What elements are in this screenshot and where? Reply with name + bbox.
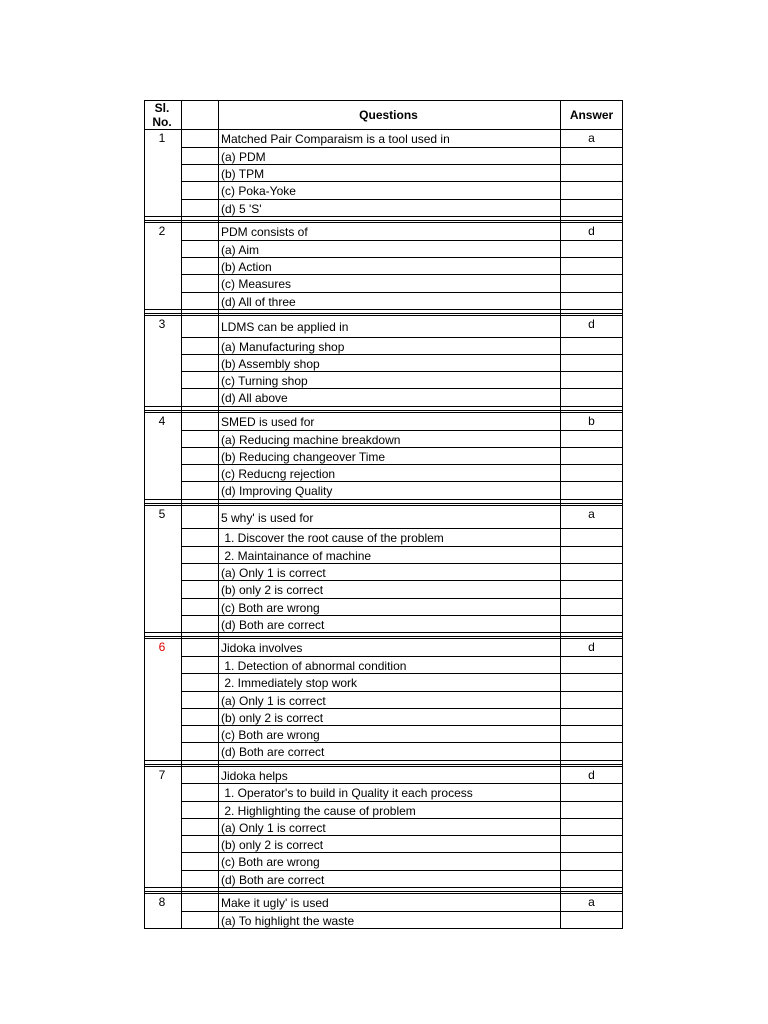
option-text: (a) Only 1 is correct [221,694,326,708]
answer-value: d [588,317,595,331]
row-border [181,783,623,784]
row-border [181,481,623,482]
row-border [181,911,623,912]
row-border [181,147,623,148]
option-text: (d) Both are correct [221,873,325,887]
row-border [181,673,623,674]
answer-value: d [588,224,595,238]
question-number: 2 [158,224,166,238]
question-text: Jidoka helps [221,769,288,783]
option-text: 1. Detection of abnormal condition [221,659,407,673]
option-text: (c) Reducng rejection [221,467,336,481]
option-text: (a) To highlight the waste [221,914,355,928]
row-border [144,891,623,892]
option-text: (c) Both are wrong [221,601,320,615]
row-border [144,412,623,413]
row-border [144,222,623,223]
option-text: (b) Assembly shop [221,357,320,371]
row-border [144,410,623,411]
question-number: 5 [158,507,166,521]
row-border [181,742,623,743]
option-text: (d) All above [221,391,288,405]
option-text: (b) TPM [221,167,265,181]
row-border [181,801,623,802]
question-text: Jidoka involves [221,641,303,655]
row-border [181,691,623,692]
row-border [181,708,623,709]
row-border [181,580,623,581]
option-text: (d) Both are correct [221,618,325,632]
answer-value: a [588,895,595,909]
row-border [144,760,623,761]
option-text: (a) Manufacturing shop [221,340,345,354]
option-text: (a) PDM [221,150,266,164]
row-border [181,371,623,372]
row-border [144,315,623,316]
row-border [181,257,623,258]
column-border [622,100,623,929]
question-number: 6 [158,640,166,654]
option-text: (c) Both are wrong [221,728,320,742]
row-border [181,337,623,338]
option-text: (d) Improving Quality [221,484,333,498]
answer-value: d [588,640,595,654]
question-number: 8 [158,895,166,909]
answer-value: b [588,414,595,428]
row-border [181,430,623,431]
option-text: 2. Immediately stop work [221,676,358,690]
row-border [181,563,623,564]
option-text: (b) Action [221,260,272,274]
row-border [144,764,623,765]
column-border [181,100,182,929]
row-border [181,164,623,165]
header-questions: Questions [359,108,418,122]
row-border [181,447,623,448]
option-text: (a) Only 1 is correct [221,821,326,835]
option-text: (a) Reducing machine breakdown [221,433,401,447]
row-border [181,199,623,200]
header-sl-no-line2: No. [152,115,172,129]
row-border [144,632,623,633]
row-border [181,818,623,819]
row-border [181,546,623,547]
option-text: (b) only 2 is correct [221,711,324,725]
option-text: 1. Discover the root cause of the problem [221,531,444,545]
question-text: Matched Pair Comparaism is a tool used in [221,132,450,146]
option-text: 1. Operator's to build in Quality it each process [221,786,473,800]
answer-value: d [588,768,595,782]
option-text: (c) Poka-Yoke [221,184,296,198]
question-table [144,100,623,929]
answer-value: a [588,131,595,145]
option-text: (b) only 2 is correct [221,838,324,852]
option-text: (d) 5 'S' [221,202,262,216]
row-border [144,216,623,217]
option-text: 2. Highlighting the cause of problem [221,804,416,818]
row-border [144,129,623,130]
option-text: (c) Measures [221,277,292,291]
row-border [144,309,623,310]
header-answer: Answer [569,108,614,122]
header-sl-no-line1: Sl. [154,101,170,115]
row-border [181,240,623,241]
question-text: 5 why' is used for [221,511,314,525]
row-border [181,181,623,182]
question-text: Make it ugly' is used [221,896,329,910]
question-text: SMED is used for [221,415,315,429]
row-border [181,656,623,657]
option-text: (b) Reducing changeover Time [221,450,386,464]
row-border [181,464,623,465]
option-text: (d) All of three [221,295,296,309]
row-border [181,528,623,529]
row-border [144,100,623,101]
row-border [144,928,623,929]
row-border [144,636,623,637]
question-text: PDM consists of [221,225,308,239]
row-border [181,274,623,275]
row-border [144,406,623,407]
row-border [144,893,623,894]
row-border [144,638,623,639]
option-text: 2. Maintainance of machine [221,549,372,563]
row-border [144,220,623,221]
option-text: (a) Only 1 is correct [221,566,326,580]
row-border [144,313,623,314]
question-number: 7 [158,768,166,782]
row-border [181,354,623,355]
question-number: 1 [158,131,166,145]
row-border [181,598,623,599]
row-border [144,499,623,500]
row-border [181,292,623,293]
row-border [144,766,623,767]
option-text: (a) Aim [221,243,260,257]
answer-value: a [588,507,595,521]
question-text: LDMS can be applied in [221,320,349,334]
row-border [181,870,623,871]
row-border [181,725,623,726]
row-border [181,835,623,836]
row-border [144,503,623,504]
question-number: 4 [158,414,166,428]
row-border [181,615,623,616]
option-text: (c) Both are wrong [221,855,320,869]
question-number: 3 [158,317,166,331]
row-border [144,505,623,506]
row-border [181,852,623,853]
row-border [181,388,623,389]
option-text: (b) only 2 is correct [221,583,324,597]
row-border [144,887,623,888]
option-text: (d) Both are correct [221,745,325,759]
option-text: (c) Turning shop [221,374,308,388]
